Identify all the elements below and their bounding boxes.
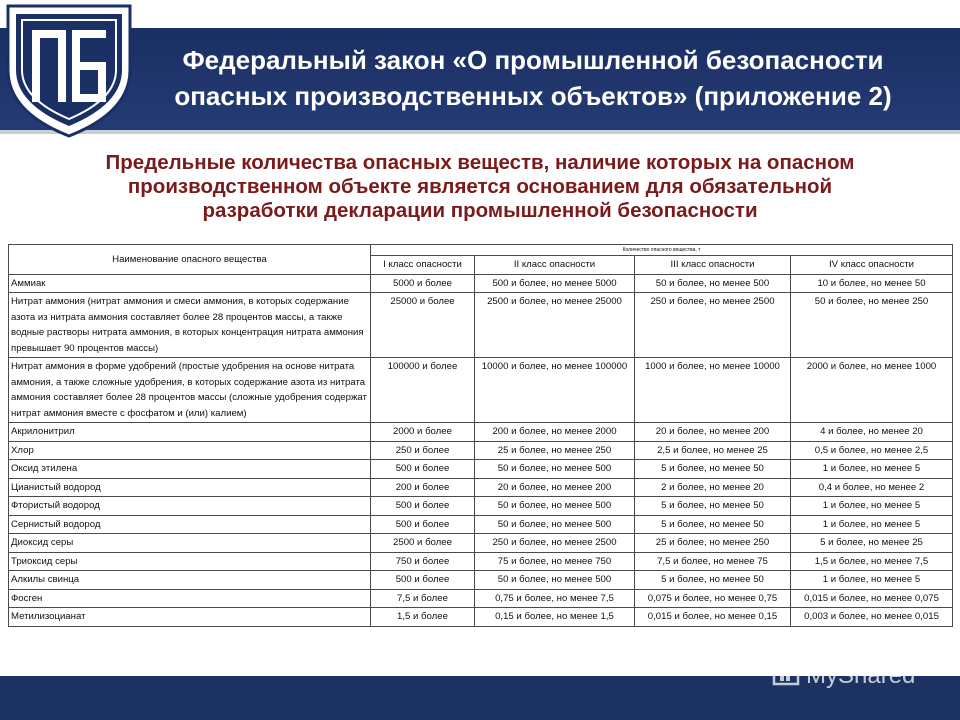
quantity-class-3-cell: 5 и более, но менее 50 bbox=[635, 497, 791, 516]
substance-name-cell: Сернистый водород bbox=[9, 515, 371, 534]
quantity-class-1-cell: 500 и более bbox=[371, 571, 475, 590]
quantity-class-3-cell: 1000 и более, но менее 10000 bbox=[635, 358, 791, 423]
substance-name-cell: Хлор bbox=[9, 441, 371, 460]
quantity-class-2-cell: 200 и более, но менее 2000 bbox=[475, 423, 635, 442]
title-line-2: опасных производственных объектов» (приложение 2) bbox=[174, 81, 892, 111]
watermark-text: MyShared bbox=[806, 662, 916, 689]
quantity-class-3-cell: 25 и более, но менее 250 bbox=[635, 534, 791, 553]
slide-header bbox=[0, 0, 960, 133]
table-row bbox=[9, 423, 953, 442]
quantity-class-2-cell: 75 и более, но менее 750 bbox=[475, 552, 635, 571]
quantity-class-4-cell: 0,003 и более, но менее 0,015 bbox=[791, 608, 953, 627]
quantity-class-4-cell: 0,015 и более, но менее 0,075 bbox=[791, 589, 953, 608]
quantity-class-4-cell: 1 и более, но менее 5 bbox=[791, 571, 953, 590]
quantity-class-3-cell: 5 и более, но менее 50 bbox=[635, 571, 791, 590]
substance-name-cell: Нитрат аммония в форме удобрений (простые удобрения на основе нитрата аммония, а также сложные удобрения, в которых содержание азота из нитрата аммония составляет более 28 процентов массы (сложные удобрения содержат нитрат аммония вместе с фосфатом и (или) калием) bbox=[9, 358, 371, 423]
slide-title bbox=[138, 42, 928, 114]
header-class-4: IV класс опасности bbox=[791, 256, 953, 275]
quantity-class-1-cell: 200 и более bbox=[371, 478, 475, 497]
quantity-class-2-cell: 50 и более, но менее 500 bbox=[475, 571, 635, 590]
quantity-class-1-cell: 500 и более bbox=[371, 515, 475, 534]
table-row bbox=[9, 571, 953, 590]
substance-name-cell: Акрилонитрил bbox=[9, 423, 371, 442]
quantity-class-3-cell: 2,5 и более, но менее 25 bbox=[635, 441, 791, 460]
header-quantity-group: Количество опасного вещества, т bbox=[371, 245, 953, 256]
table-row bbox=[9, 293, 953, 358]
table-row bbox=[9, 515, 953, 534]
quantity-class-4-cell: 1,5 и более, но менее 7,5 bbox=[791, 552, 953, 571]
substance-name-cell: Аммиак bbox=[9, 274, 371, 293]
substance-name-cell: Метилизоцианат bbox=[9, 608, 371, 627]
quantity-class-2-cell: 0,15 и более, но менее 1,5 bbox=[475, 608, 635, 627]
substance-name-cell: Оксид этилена bbox=[9, 460, 371, 479]
title-line-1: Федеральный закон «О промышленной безопасности bbox=[182, 45, 884, 75]
substance-name-cell: Фосген bbox=[9, 589, 371, 608]
quantity-class-2-cell: 0,75 и более, но менее 7,5 bbox=[475, 589, 635, 608]
quantity-class-3-cell: 5 и более, но менее 50 bbox=[635, 515, 791, 534]
quantity-class-1-cell: 2000 и более bbox=[371, 423, 475, 442]
subtitle-line-1: Предельные количества опасных веществ, наличие которых на опасном bbox=[105, 151, 855, 174]
myshared-watermark bbox=[772, 658, 952, 694]
quantity-class-2-cell: 10000 и более, но менее 100000 bbox=[475, 358, 635, 423]
quantity-class-1-cell: 1,5 и более bbox=[371, 608, 475, 627]
quantity-class-3-cell: 7,5 и более, но менее 75 bbox=[635, 552, 791, 571]
quantity-class-3-cell: 2 и более, но менее 20 bbox=[635, 478, 791, 497]
quantity-class-4-cell: 1 и более, но менее 5 bbox=[791, 515, 953, 534]
quantity-class-3-cell: 250 и более, но менее 2500 bbox=[635, 293, 791, 358]
quantity-class-4-cell: 10 и более, но менее 50 bbox=[791, 274, 953, 293]
substance-name-cell: Диоксид серы bbox=[9, 534, 371, 553]
substance-name-cell: Фтористый водород bbox=[9, 497, 371, 516]
quantity-class-2-cell: 2500 и более, но менее 25000 bbox=[475, 293, 635, 358]
quantity-class-1-cell: 5000 и более bbox=[371, 274, 475, 293]
table-row bbox=[9, 441, 953, 460]
quantity-class-3-cell: 5 и более, но менее 50 bbox=[635, 460, 791, 479]
quantity-class-3-cell: 0,015 и более, но менее 0,15 bbox=[635, 608, 791, 627]
table-row bbox=[9, 274, 953, 293]
quantity-class-1-cell: 750 и более bbox=[371, 552, 475, 571]
table-row bbox=[9, 358, 953, 423]
quantity-class-3-cell: 50 и более, но менее 500 bbox=[635, 274, 791, 293]
quantity-class-2-cell: 50 и более, но менее 500 bbox=[475, 497, 635, 516]
quantity-class-1-cell: 25000 и более bbox=[371, 293, 475, 358]
quantity-class-1-cell: 7,5 и более bbox=[371, 589, 475, 608]
subtitle-line-2: производственном объекте является основанием для обязательной bbox=[127, 175, 833, 198]
header-substance-name: Наименование опасного вещества bbox=[9, 245, 371, 275]
quantity-class-1-cell: 250 и более bbox=[371, 441, 475, 460]
header-class-1: I класс опасности bbox=[371, 256, 475, 275]
table-row bbox=[9, 534, 953, 553]
substances-table bbox=[8, 244, 953, 627]
quantity-class-2-cell: 50 и более, но менее 500 bbox=[475, 515, 635, 534]
quantity-class-4-cell: 4 и более, но менее 20 bbox=[791, 423, 953, 442]
quantity-class-4-cell: 0,5 и более, но менее 2,5 bbox=[791, 441, 953, 460]
quantity-class-2-cell: 50 и более, но менее 500 bbox=[475, 460, 635, 479]
presentation-icon bbox=[772, 662, 800, 690]
quantity-class-3-cell: 0,075 и более, но менее 0,75 bbox=[635, 589, 791, 608]
quantity-class-4-cell: 0,4 и более, но менее 2 bbox=[791, 478, 953, 497]
header-class-2: II класс опасности bbox=[475, 256, 635, 275]
table-row bbox=[9, 478, 953, 497]
table-row bbox=[9, 589, 953, 608]
header-class-3: III класс опасности bbox=[635, 256, 791, 275]
substance-name-cell: Алкилы свинца bbox=[9, 571, 371, 590]
table-row bbox=[9, 552, 953, 571]
quantity-class-1-cell: 100000 и более bbox=[371, 358, 475, 423]
quantity-class-4-cell: 5 и более, но менее 25 bbox=[791, 534, 953, 553]
substance-name-cell: Триоксид серы bbox=[9, 552, 371, 571]
substances-table-wrapper bbox=[8, 244, 952, 627]
table-row bbox=[9, 460, 953, 479]
quantity-class-2-cell: 250 и более, но менее 2500 bbox=[475, 534, 635, 553]
quantity-class-4-cell: 2000 и более, но менее 1000 bbox=[791, 358, 953, 423]
quantity-class-4-cell: 1 и более, но менее 5 bbox=[791, 497, 953, 516]
quantity-class-1-cell: 500 и более bbox=[371, 497, 475, 516]
quantity-class-2-cell: 25 и более, но менее 250 bbox=[475, 441, 635, 460]
quantity-class-3-cell: 20 и более, но менее 200 bbox=[635, 423, 791, 442]
substance-name-cell: Цианистый водород bbox=[9, 478, 371, 497]
substance-name-cell: Нитрат аммония (нитрат аммония и смеси аммония, в которых содержание азота из нитрата аммония составляет более 28 процентов массы, а также водные растворы нитрата аммония, в которых концентрация нитрата аммония превышает 90 процентов массы) bbox=[9, 293, 371, 358]
quantity-class-1-cell: 2500 и более bbox=[371, 534, 475, 553]
subtitle-line-3: разработки декларации промышленной безопасности bbox=[202, 199, 758, 222]
quantity-class-4-cell: 50 и более, но менее 250 bbox=[791, 293, 953, 358]
quantity-class-4-cell: 1 и более, но менее 5 bbox=[791, 460, 953, 479]
quantity-class-1-cell: 500 и более bbox=[371, 460, 475, 479]
table-row bbox=[9, 497, 953, 516]
quantity-class-2-cell: 500 и более, но менее 5000 bbox=[475, 274, 635, 293]
table-row bbox=[9, 608, 953, 627]
pb-shield-logo bbox=[0, 0, 138, 140]
slide-subtitle bbox=[40, 151, 920, 223]
quantity-class-2-cell: 20 и более, но менее 200 bbox=[475, 478, 635, 497]
